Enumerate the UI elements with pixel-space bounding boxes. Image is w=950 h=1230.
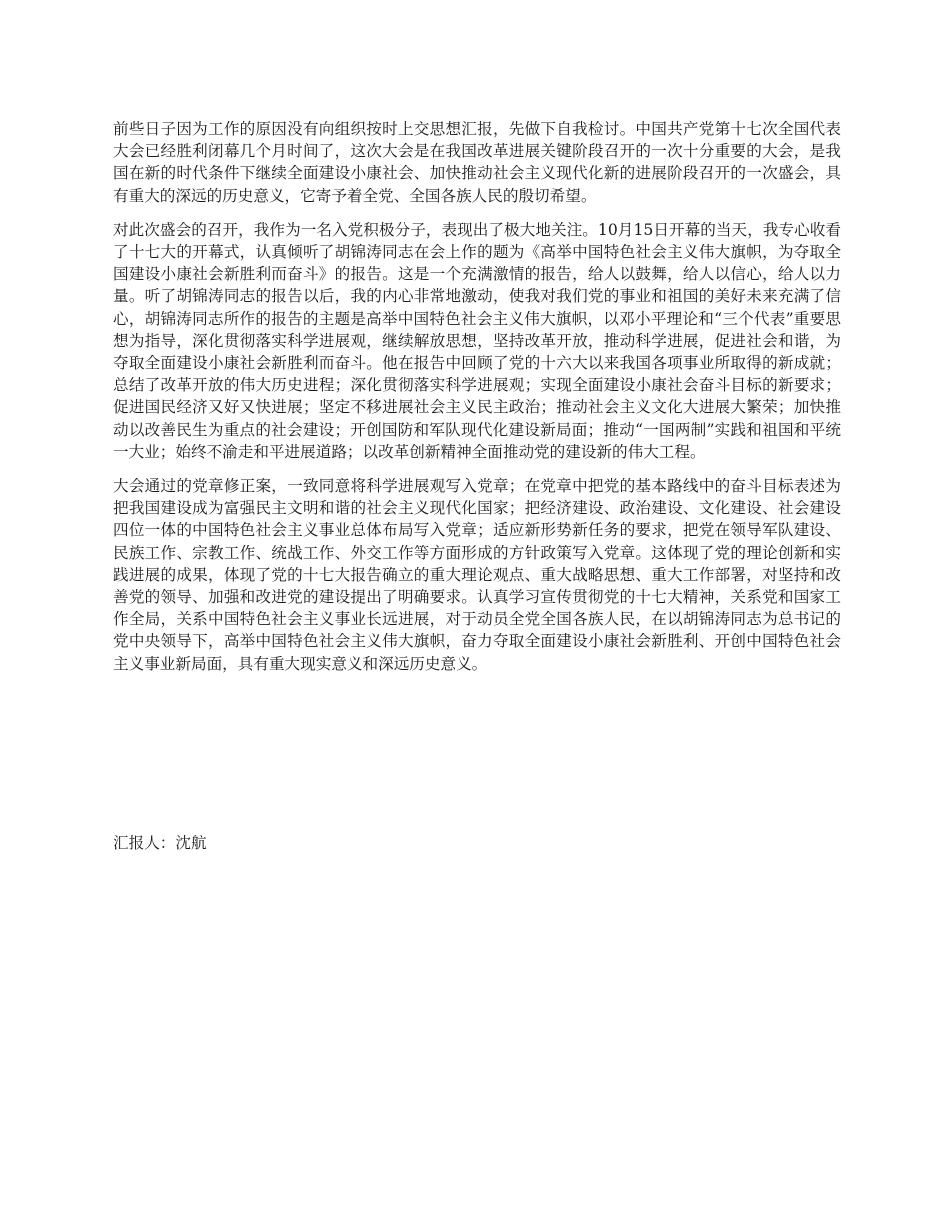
paragraph-1: 前些日子因为工作的原因没有向组织按时上交思想汇报，先做下自我检讨。中国共产党第十七次全国代表大会已经胜利闭幕几个月时间了，这次大会是在我国改革进展关键阶段召开的一次十分重要的大会，是我国在新的时代条件下继续全面建设小康社会、加快推动社会主义现代化新的进展阶段召开的一次盛会，具有重大的深远的历史意义，它寄予着全党、全国各族人民的殷切希望。 [113, 120, 841, 205]
paragraph-3: 大会通过的党章修正案，一致同意将科学进展观写入党章；在党章中把党的基本路线中的奋斗目标表述为把我国建设成为富强民主文明和谐的社会主义现代化国家；把经济建设、政治建设、文化建设、社会建设四位一体的中国特色社会主义事业总体布局写入党章；适应新形势新任务的要求，把党在领导军队建设、民族工作、宗教工作、统战工作、外交工作等方面形成的方针政策写入党章。这体现了党的理论创新和实践进展的成果，体现了党的十七大报告确立的重大理论观点、重大战略思想、重大工作部署，对坚持和改善党的领导、加强和改进党的建设提出了明确要求。认真学习宣传贯彻党的十七大精神，关系党和国家工作全局，关系中国特色社会主义事业长远进展，对于动员全党全国各族人民，在以胡锦涛同志为总书记的党中央领导下，高举中国特色社会主义伟大旗帜，奋力夺取全面建设小康社会新胜利、开创中国特色社会主义事业新局面，具有重大现实意义和深远历史意义。 [113, 477, 841, 673]
signature-line: 汇报人：沈航 [113, 834, 207, 852]
document-body [113, 118, 841, 687]
paragraph-2: 对此次盛会的召开，我作为一名入党积极分子，表现出了极大地关注。10月15日开幕的当天，我专心收看了十七大的开幕式，认真倾听了胡锦涛同志在会上作的题为《高举中国特色社会主义伟大旗帜，为夺取全国建设小康社会新胜利而奋斗》的报告。这是一个充满激情的报告，给人以鼓舞，给人以信心，给人以力量。听了胡锦涛同志的报告以后，我的内心非常地激动，使我对我们党的事业和祖国的美好未来充满了信心，胡锦涛同志所作的报告的主题是高举中国特色社会主义伟大旗帜，以邓小平理论和“三个代表”重要思想为指导，深化贯彻落实科学进展观，继续解放思想，坚持改革开放，推动科学进展，促进社会和谐，为夺取全面建设小康社会新胜利而奋斗。他在报告中回顾了党的十六大以来我国各项事业所取得的新成就；总结了改革开放的伟大历史进程；深化贯彻落实科学进展观；实现全面建设小康社会奋斗目标的新要求；促进国民经济又好又快进展；坚定不移进展社会主义民主政治；推动社会主义文化大进展大繁荣；加快推动以改善民生为重点的社会建设；开创国防和军队现代化建设新局面；推动“一国两制”实践和祖国和平统一大业；始终不渝走和平进展道路；以改革创新精神全面推动党的建设新的伟大工程。 [113, 220, 841, 461]
